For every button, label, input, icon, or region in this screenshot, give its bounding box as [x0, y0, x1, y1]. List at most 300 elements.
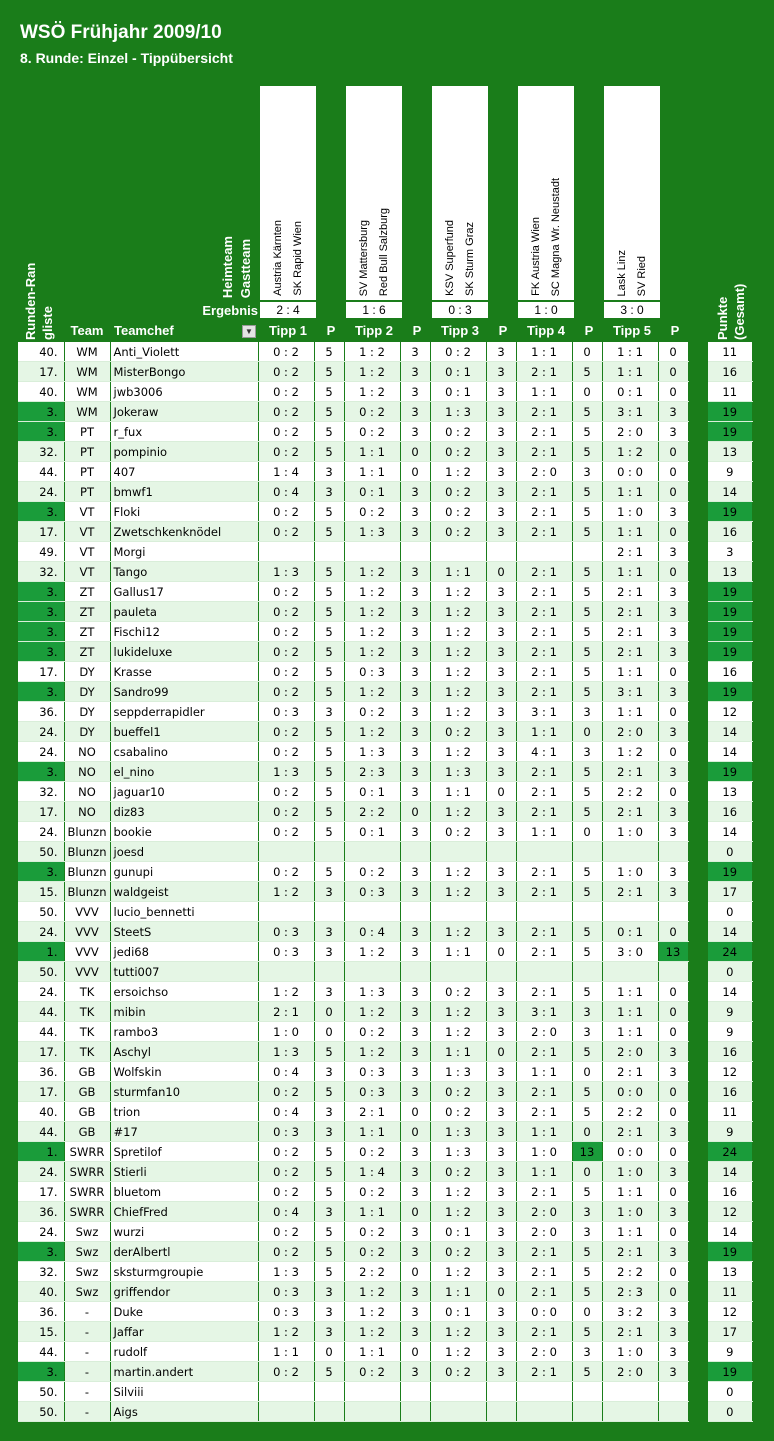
table-row: [18, 662, 752, 682]
total-points-cell: 19: [708, 422, 752, 442]
points-cell: 3: [400, 942, 430, 962]
spacer-cell: [688, 1322, 708, 1342]
tipp-cell: 0 : 2: [258, 582, 314, 602]
tipp-cell: 2 : 1: [516, 1082, 572, 1102]
team-cell: -: [64, 1382, 110, 1402]
tipp-cell: 0 : 1: [344, 822, 400, 842]
points-cell: 5: [572, 662, 602, 682]
points-cell: 0: [572, 1162, 602, 1182]
tipp-cell: 0 : 2: [430, 822, 486, 842]
points-cell: 5: [314, 382, 344, 402]
tipp-cell: 1 : 2: [430, 662, 486, 682]
table-row: [18, 1222, 752, 1242]
table-row: [18, 802, 752, 822]
away-team-5: SV Ried: [636, 255, 648, 296]
spacer-cell: [688, 542, 708, 562]
team-cell: Swz: [64, 1262, 110, 1282]
tipp-cell: 1 : 3: [344, 522, 400, 542]
points-cell: 3: [486, 1162, 516, 1182]
points-cell: 0: [658, 1022, 688, 1042]
tipp-cell: 0 : 1: [602, 922, 658, 942]
points-cell: 3: [486, 402, 516, 422]
team-cell: Swz: [64, 1242, 110, 1262]
spacer-cell: [688, 962, 708, 982]
tipp-cell: [258, 902, 314, 922]
tipp-cell: [258, 1402, 314, 1422]
team-cell: GB: [64, 1082, 110, 1102]
teamchef-cell: jwb3006: [110, 382, 258, 402]
points-cell: 3: [572, 702, 602, 722]
rank-cell: 44.: [18, 1122, 64, 1142]
total-points-cell: 14: [708, 482, 752, 502]
tipp-cell: 3 : 2: [602, 1302, 658, 1322]
points-cell: 5: [572, 942, 602, 962]
points-cell: 5: [314, 1082, 344, 1102]
points-cell: 0: [658, 1002, 688, 1022]
tipp-cell: [258, 542, 314, 562]
tipp-cell: 1 : 1: [430, 1042, 486, 1062]
teamchef-cell: jedi68: [110, 942, 258, 962]
tipp-cell: 1 : 1: [344, 442, 400, 462]
tipp-cell: 3 : 1: [602, 682, 658, 702]
points-cell: 3: [658, 1062, 688, 1082]
tipp-cell: 2 : 1: [602, 602, 658, 622]
tipp-cell: 2 : 2: [344, 1262, 400, 1282]
points-cell: 3: [400, 782, 430, 802]
points-cell: 3: [486, 342, 516, 362]
points-cell: 5: [314, 662, 344, 682]
points-cell: 0: [400, 462, 430, 482]
tipp-cell: 1 : 2: [344, 362, 400, 382]
points-cell: 3: [400, 882, 430, 902]
spacer-cell: [688, 1182, 708, 1202]
spacer-cell: [688, 902, 708, 922]
points-cell: 3: [314, 702, 344, 722]
tipp-cell: 2 : 0: [516, 1202, 572, 1222]
points-cell: 3: [486, 622, 516, 642]
points-cell: 0: [658, 1102, 688, 1122]
team-cell: VT: [64, 562, 110, 582]
tipp-cell: [344, 902, 400, 922]
teamchef-cell: #17: [110, 1122, 258, 1142]
spacer-cell: [688, 942, 708, 962]
teamchef-cell: Krasse: [110, 662, 258, 682]
points-cell: 5: [572, 482, 602, 502]
points-cell: 3: [400, 1302, 430, 1322]
points-cell: 5: [572, 622, 602, 642]
tipp-cell: 2 : 1: [516, 1042, 572, 1062]
points-cell: 0: [400, 1262, 430, 1282]
tipp-cell: 1 : 1: [602, 562, 658, 582]
points-cell: [486, 542, 516, 562]
tipp-cell: 2 : 1: [516, 602, 572, 622]
total-points-cell: 19: [708, 682, 752, 702]
tipp-cell: 0 : 2: [344, 402, 400, 422]
points-cell: 5: [572, 1242, 602, 1262]
tipp-cell: 0 : 3: [258, 1302, 314, 1322]
tipp-cell: 2 : 1: [516, 1282, 572, 1302]
total-points-cell: 0: [708, 902, 752, 922]
tipp-cell: 2 : 1: [516, 1242, 572, 1262]
points-cell: 5: [314, 1162, 344, 1182]
points-cell: 5: [572, 762, 602, 782]
tipp-cell: 1 : 3: [258, 762, 314, 782]
teamchef-header: Teamchef: [114, 323, 174, 338]
points-cell: 3: [400, 1042, 430, 1062]
spacer-cell: [688, 822, 708, 842]
team-cell: SWRR: [64, 1142, 110, 1162]
points-cell: 0: [658, 362, 688, 382]
teamchef-cell: bueffel1: [110, 722, 258, 742]
tipp-cell: 1 : 1: [430, 942, 486, 962]
spacer-cell: [688, 422, 708, 442]
points-cell: 5: [314, 642, 344, 662]
tipp-cell: 0 : 2: [258, 382, 314, 402]
points-cell: 5: [314, 562, 344, 582]
points-cell: [400, 1402, 430, 1422]
tipp-cell: 2 : 0: [516, 1022, 572, 1042]
points-cell: [400, 542, 430, 562]
spacer-cell: [688, 522, 708, 542]
spacer-cell: [688, 1262, 708, 1282]
tipp-cell: 1 : 2: [344, 1302, 400, 1322]
total-points-cell: 12: [708, 1062, 752, 1082]
points-cell: 0: [658, 342, 688, 362]
tipp-cell: 0 : 2: [258, 402, 314, 422]
tipp-cell: 2 : 1: [602, 1122, 658, 1142]
away-team-3: SK Sturm Graz: [464, 222, 476, 296]
tipp-cell: 1 : 2: [344, 342, 400, 362]
tipp-cell: 2 : 1: [516, 802, 572, 822]
tip-table: [18, 342, 753, 1422]
tipp-cell: 1 : 2: [344, 602, 400, 622]
points-cell: 5: [572, 362, 602, 382]
tipp-cell: 2 : 0: [602, 422, 658, 442]
teamchef-cell: sksturmgroupie: [110, 1262, 258, 1282]
team-cell: DY: [64, 682, 110, 702]
points-cell: [314, 842, 344, 862]
points-cell: 0: [658, 442, 688, 462]
rank-cell: 3.: [18, 582, 64, 602]
p4-header: P: [584, 323, 594, 338]
points-cell: 5: [314, 822, 344, 842]
tipp-cell: 2 : 1: [516, 1102, 572, 1122]
spacer-cell: [688, 1362, 708, 1382]
tipp-cell: 1 : 1: [516, 722, 572, 742]
tipp-cell: 0 : 2: [430, 482, 486, 502]
points-cell: 0: [658, 462, 688, 482]
tipp-cell: 1 : 0: [602, 1162, 658, 1182]
total-points-cell: 19: [708, 642, 752, 662]
tipp-cell: 1 : 1: [344, 1122, 400, 1142]
points-cell: 3: [400, 1322, 430, 1342]
points-cell: 5: [572, 862, 602, 882]
tipp-cell: 2 : 2: [344, 802, 400, 822]
tipp-cell: 0 : 1: [602, 382, 658, 402]
rank-cell: 50.: [18, 842, 64, 862]
tipp-cell: 3 : 1: [516, 1002, 572, 1022]
points-cell: 3: [486, 482, 516, 502]
table-row: [18, 502, 752, 522]
total-points-cell: 0: [708, 842, 752, 862]
points-cell: [400, 842, 430, 862]
teamchef-cell: SteetS: [110, 922, 258, 942]
table-row: [18, 842, 752, 862]
tipp4-header: Tipp 4: [526, 323, 566, 338]
tipp-cell: 2 : 1: [516, 582, 572, 602]
table-row: [18, 1402, 752, 1422]
tipp-cell: 0 : 0: [602, 1082, 658, 1102]
points-cell: 5: [314, 762, 344, 782]
points-cell: 5: [572, 402, 602, 422]
teamchef-cell: pompinio: [110, 442, 258, 462]
table-row: [18, 902, 752, 922]
teamchef-cell: MisterBongo: [110, 362, 258, 382]
dropdown-arrow-icon[interactable]: ▼: [242, 325, 256, 338]
heimteam-gastteam-labels: [220, 222, 256, 298]
total-points-cell: 3: [708, 542, 752, 562]
tipp-cell: 0 : 2: [258, 622, 314, 642]
tipp-cell: 0 : 2: [258, 1142, 314, 1162]
table-row: [18, 1122, 752, 1142]
teamchef-cell: Morgi: [110, 542, 258, 562]
total-points-cell: 19: [708, 862, 752, 882]
tipp-cell: 1 : 2: [430, 1182, 486, 1202]
team-cell: TK: [64, 982, 110, 1002]
tipp-cell: [430, 902, 486, 922]
tipp-cell: 1 : 2: [344, 622, 400, 642]
team-cell: TK: [64, 1002, 110, 1022]
points-cell: 3: [400, 582, 430, 602]
total-points-cell: 16: [708, 802, 752, 822]
points-cell: 3: [486, 582, 516, 602]
rank-cell: 44.: [18, 1022, 64, 1042]
gastteam-label: Gastteam: [238, 238, 253, 298]
home-team-3: KSV Superfund: [444, 220, 456, 296]
rank-cell: 40.: [18, 382, 64, 402]
table-row: [18, 722, 752, 742]
points-cell: 13: [572, 1142, 602, 1162]
tipp-cell: 0 : 2: [344, 1362, 400, 1382]
points-cell: 5: [314, 1242, 344, 1262]
total-points-cell: 19: [708, 1362, 752, 1382]
team-cell: -: [64, 1402, 110, 1422]
table-row: [18, 1282, 752, 1302]
spacer-cell: [688, 382, 708, 402]
total-points-cell: 0: [708, 1402, 752, 1422]
points-cell: 3: [572, 1342, 602, 1362]
tipp-cell: 2 : 1: [602, 642, 658, 662]
tipp-cell: 0 : 2: [430, 722, 486, 742]
points-cell: 5: [572, 602, 602, 622]
spacer-cell: [688, 1402, 708, 1422]
spacer-cell: [688, 1242, 708, 1262]
tipp-cell: 1 : 1: [430, 782, 486, 802]
tipp-cell: 0 : 2: [344, 1222, 400, 1242]
points-cell: 5: [314, 602, 344, 622]
rank-cell: 3.: [18, 602, 64, 622]
spacer-cell: [688, 982, 708, 1002]
teamchef-cell: Tango: [110, 562, 258, 582]
tipp-cell: 0 : 1: [430, 1302, 486, 1322]
points-cell: 3: [486, 1002, 516, 1022]
tipp-cell: 0 : 2: [344, 1182, 400, 1202]
table-row: [18, 522, 752, 542]
table-row: [18, 622, 752, 642]
points-cell: 3: [400, 1162, 430, 1182]
table-row: [18, 1182, 752, 1202]
team-cell: Swz: [64, 1282, 110, 1302]
total-points-cell: 19: [708, 582, 752, 602]
points-cell: 3: [400, 1062, 430, 1082]
table-row: [18, 922, 752, 942]
points-cell: 3: [486, 1102, 516, 1122]
points-cell: 3: [486, 762, 516, 782]
points-cell: 5: [572, 1362, 602, 1382]
points-cell: 3: [314, 1282, 344, 1302]
spacer-cell: [688, 1082, 708, 1102]
tipp-cell: 2 : 1: [344, 1102, 400, 1122]
points-cell: 3: [658, 882, 688, 902]
rank-cell: 3.: [18, 422, 64, 442]
table-row: [18, 442, 752, 462]
rank-cell: 3.: [18, 1242, 64, 1262]
rank-cell: 36.: [18, 1202, 64, 1222]
points-cell: 3: [400, 402, 430, 422]
tipp-cell: [602, 962, 658, 982]
table-row: [18, 1322, 752, 1342]
spacer-cell: [688, 1302, 708, 1322]
points-cell: 3: [658, 1242, 688, 1262]
points-cell: [486, 962, 516, 982]
rank-cell: 36.: [18, 702, 64, 722]
points-cell: 3: [400, 1222, 430, 1242]
tipp-cell: 2 : 1: [516, 762, 572, 782]
rank-cell: 50.: [18, 962, 64, 982]
tipp-cell: 2 : 1: [516, 362, 572, 382]
rank-cell: 17.: [18, 802, 64, 822]
points-cell: 5: [572, 922, 602, 942]
teamchef-cell: trion: [110, 1102, 258, 1122]
points-cell: 3: [400, 862, 430, 882]
rank-cell: 24.: [18, 1222, 64, 1242]
spacer-cell: [688, 802, 708, 822]
rank-cell: 44.: [18, 1002, 64, 1022]
tipp-cell: 1 : 1: [602, 362, 658, 382]
tipp-cell: 2 : 1: [516, 782, 572, 802]
tipp-cell: 0 : 2: [258, 822, 314, 842]
tipp-cell: 1 : 2: [344, 1042, 400, 1062]
table-row: [18, 542, 752, 562]
points-cell: [572, 542, 602, 562]
tipp-cell: 2 : 0: [602, 722, 658, 742]
points-cell: 3: [486, 822, 516, 842]
points-cell: 3: [400, 922, 430, 942]
points-cell: 5: [314, 802, 344, 822]
spacer-cell: [688, 742, 708, 762]
points-cell: 0: [658, 1282, 688, 1302]
team-cell: VVV: [64, 922, 110, 942]
tipp-cell: 1 : 1: [344, 1202, 400, 1222]
table-row: [18, 1242, 752, 1262]
match-box-4: [518, 86, 574, 300]
team-cell: VVV: [64, 962, 110, 982]
teamchef-cell: ersoichso: [110, 982, 258, 1002]
tipp-cell: 1 : 2: [430, 602, 486, 622]
points-cell: 5: [572, 1262, 602, 1282]
tipp-cell: 2 : 2: [602, 1262, 658, 1282]
points-cell: 3: [400, 822, 430, 842]
tipp-cell: 0 : 1: [430, 362, 486, 382]
tipp-cell: 2 : 1: [602, 882, 658, 902]
points-cell: 3: [400, 482, 430, 502]
tipp-cell: 0 : 1: [344, 482, 400, 502]
points-cell: 5: [572, 682, 602, 702]
tipp-cell: 1 : 1: [430, 562, 486, 582]
points-cell: 0: [572, 1062, 602, 1082]
points-cell: 0: [400, 1342, 430, 1362]
team-cell: -: [64, 1362, 110, 1382]
table-row: [18, 1262, 752, 1282]
tipp-cell: 2 : 1: [516, 1362, 572, 1382]
tipp-cell: 0 : 3: [344, 662, 400, 682]
points-cell: 0: [658, 1142, 688, 1162]
tipp-cell: 0 : 2: [430, 1082, 486, 1102]
teamchef-cell: el_nino: [110, 762, 258, 782]
tipp-cell: 1 : 0: [258, 1022, 314, 1042]
teamchef-cell: seppderrapidler: [110, 702, 258, 722]
tipp-cell: 2 : 1: [258, 1002, 314, 1022]
points-cell: 3: [400, 562, 430, 582]
tipp-cell: 3 : 1: [516, 702, 572, 722]
table-row: [18, 422, 752, 442]
points-cell: 3: [486, 1342, 516, 1362]
table-row: [18, 402, 752, 422]
tipp-cell: 1 : 1: [430, 1282, 486, 1302]
spacer-cell: [688, 1162, 708, 1182]
home-team-1: Austria Kärnten: [272, 220, 284, 296]
points-cell: 3: [314, 922, 344, 942]
punkte-header: Punkte (Gesamt): [715, 283, 747, 340]
result-4: 1 : 0: [518, 302, 574, 318]
tipp-cell: 0 : 3: [258, 1122, 314, 1142]
rank-cell: 1.: [18, 1142, 64, 1162]
result-3: 0 : 3: [432, 302, 488, 318]
table-row: [18, 1342, 752, 1362]
team-cell: GB: [64, 1062, 110, 1082]
spacer-cell: [688, 842, 708, 862]
points-cell: 3: [486, 682, 516, 702]
spacer-cell: [688, 402, 708, 422]
rank-cell: 24.: [18, 922, 64, 942]
rank-cell: 49.: [18, 542, 64, 562]
tipp-cell: 1 : 3: [258, 562, 314, 582]
teamchef-cell: Gallus17: [110, 582, 258, 602]
team-cell: SWRR: [64, 1182, 110, 1202]
table-row: [18, 942, 752, 962]
tipp-cell: 0 : 4: [344, 922, 400, 942]
tipp-cell: 1 : 1: [344, 1342, 400, 1362]
table-row: [18, 462, 752, 482]
rank-cell: 40.: [18, 1282, 64, 1302]
rank-cell: 24.: [18, 742, 64, 762]
team-header: Team: [70, 323, 104, 338]
tipp-cell: 2 : 1: [516, 922, 572, 942]
total-points-cell: 19: [708, 402, 752, 422]
points-cell: 3: [314, 1302, 344, 1322]
spacer-cell: [688, 1342, 708, 1362]
rank-cell: 3.: [18, 402, 64, 422]
